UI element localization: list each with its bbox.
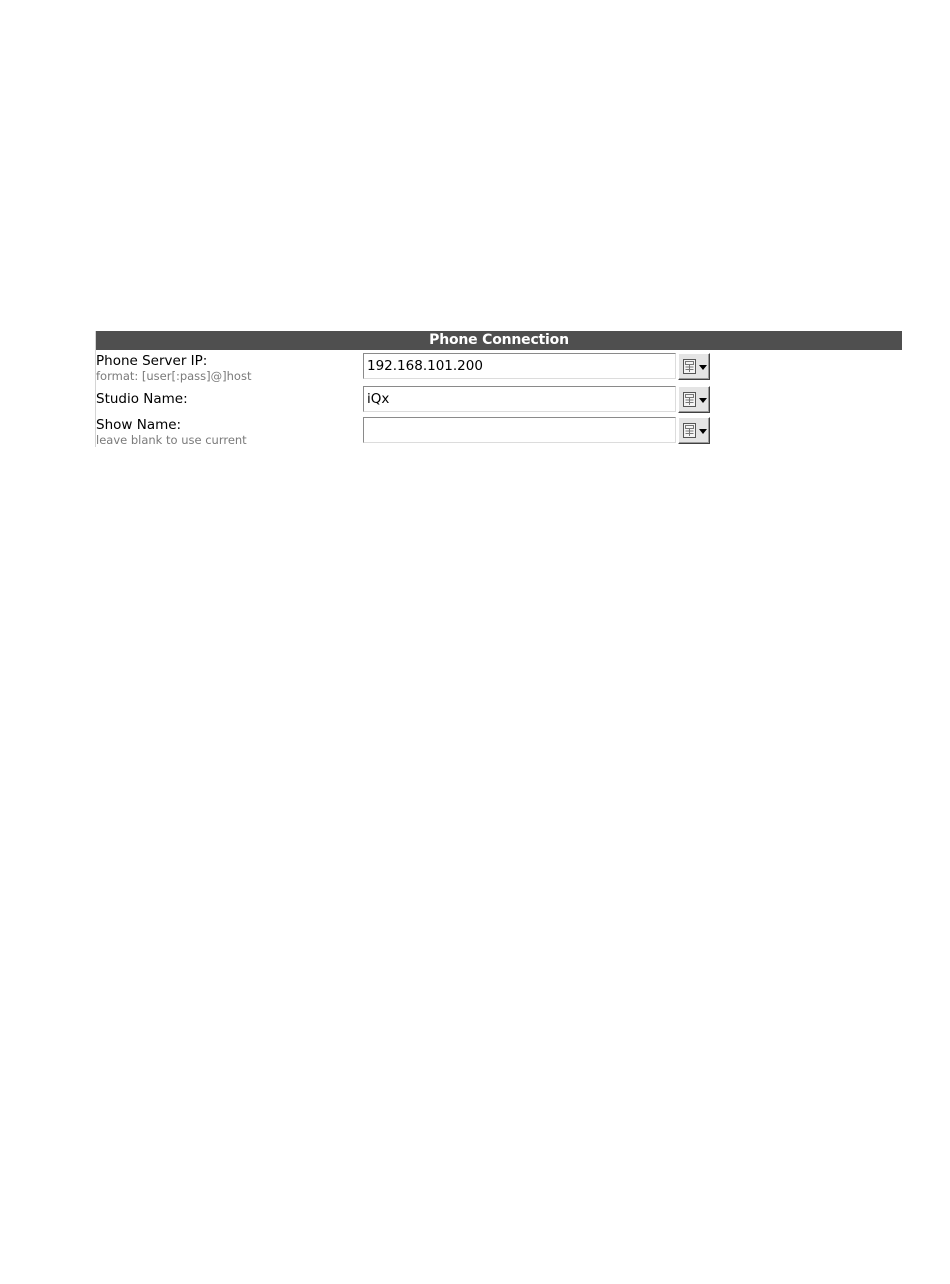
show-name-label: Show Name: xyxy=(96,417,182,433)
grid-icon xyxy=(683,392,696,407)
studio-name-input[interactable] xyxy=(363,386,676,412)
grid-icon xyxy=(683,359,696,374)
phone-server-ip-picker-button[interactable] xyxy=(678,353,710,380)
phone-server-ip-hint: format: [user[:pass]@]host xyxy=(96,369,252,383)
studio-name-picker-button[interactable] xyxy=(678,386,710,413)
phone-server-ip-input[interactable] xyxy=(363,353,676,379)
chevron-down-icon xyxy=(699,429,707,434)
show-name-picker-button[interactable] xyxy=(678,417,710,444)
chevron-down-icon xyxy=(699,398,707,403)
grid-icon xyxy=(683,423,696,438)
phone-server-ip-label: Phone Server IP: xyxy=(96,353,208,369)
section-header: Phone Connection xyxy=(96,331,902,350)
show-name-input[interactable] xyxy=(363,417,676,443)
chevron-down-icon xyxy=(699,365,707,370)
show-name-hint: leave blank to use current xyxy=(96,433,247,447)
studio-name-label: Studio Name: xyxy=(96,391,188,407)
